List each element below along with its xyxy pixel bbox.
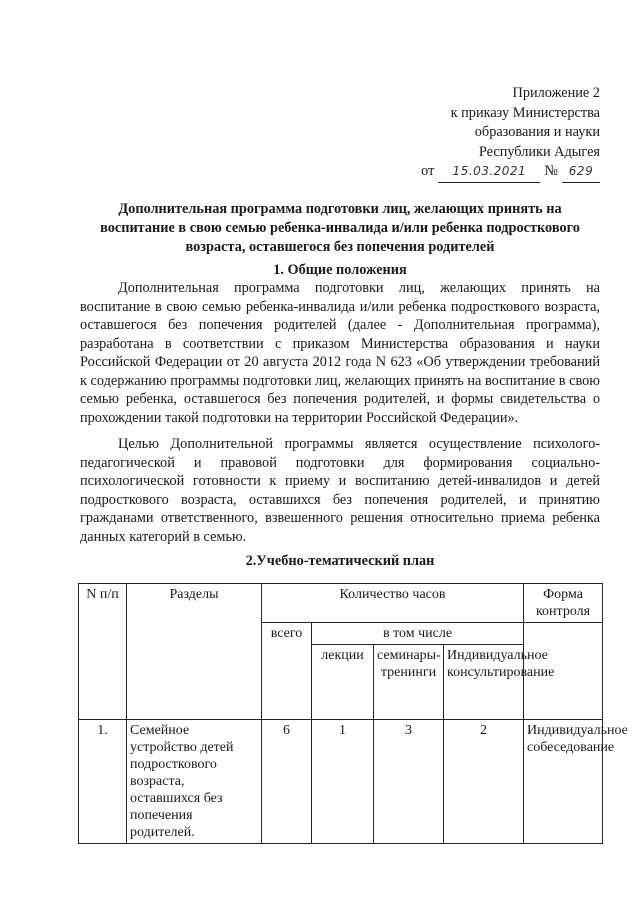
row-lectures: 1 <box>312 720 374 844</box>
document-title: Дополнительная программа подготовки лиц, желающих принять на воспитание в свою семью ребенка-инвалида и/или ребенка подросткового возраста, оставшегося без попечения родителей <box>100 201 580 255</box>
header-hours: Количество часов <box>262 584 524 623</box>
appendix-line-4: Республики Адыгея <box>478 143 600 160</box>
section-1-heading: 1. Общие положения <box>273 262 407 278</box>
from-label: от <box>421 163 435 179</box>
section-1-paragraph-1: Дополнительная программа подготовки лиц, желающих принять на воспитание в свою семью ребенка-инвалида и/или ребенка подросткового возраста, оставшегося без попечения родителей (далее - Дополнительная программа), разработана в соответствии с приказом Министерства образования и науки Российской Федерации от 20 августа 2012 года N 623 «Об утверждении требований к содержанию программы подготовки лиц, желающих принять на воспитание в свою семью ребенка, оставшегося без попечения родителей, и формы свидетельства о прохождении такой подготовки на территории Российской Федерации». <box>80 280 600 426</box>
appendix-header <box>380 84 600 183</box>
curriculum-table <box>78 583 628 844</box>
header-individual: Индивидуальное консультирование <box>444 645 524 720</box>
row-section: Семейное устройство детей подросткового возраста, оставшихся без попечения родителей. <box>127 720 262 844</box>
row-num: 1. <box>79 720 127 844</box>
section-1-paragraph-2: Целью Дополнительной программы является осуществление психолого-педагогической и правовой подготовки для формирования социально-психологической готовности к приему и воспитанию детей-инвалидов и детей подросткового возраста, оставшихся без попечения родителей, и принятию гражданами ответственного, взвешенного решения относительно приема ребенка данных категорий в семью. <box>80 436 600 545</box>
row-total: 6 <box>262 720 312 844</box>
section-2-heading: 2.Учебно-тематический план <box>245 553 435 569</box>
row-individual: 2 <box>444 720 524 844</box>
appendix-line-3: образования и науки <box>474 124 600 140</box>
header-sections: Разделы <box>127 584 262 720</box>
order-number: 629 <box>562 162 600 183</box>
header-total: всего <box>262 623 312 720</box>
header-num: N п/п <box>79 584 127 720</box>
number-sign: № <box>544 163 558 179</box>
appendix-line-2: к приказу Министерства <box>450 104 600 121</box>
table-row <box>79 720 603 844</box>
header-lectures: лекции <box>312 645 374 720</box>
header-seminars: семинары-тренинги <box>374 645 444 720</box>
header-including: в том числе <box>312 623 524 645</box>
order-date: 15.03.2021 <box>438 162 540 183</box>
header-control: Форма контроля <box>524 584 603 623</box>
appendix-line-1: Приложение 2 <box>512 85 600 101</box>
row-control: Индивидуальное собеседование <box>524 720 603 844</box>
appendix-order-line <box>380 162 600 183</box>
row-seminars: 3 <box>374 720 444 844</box>
